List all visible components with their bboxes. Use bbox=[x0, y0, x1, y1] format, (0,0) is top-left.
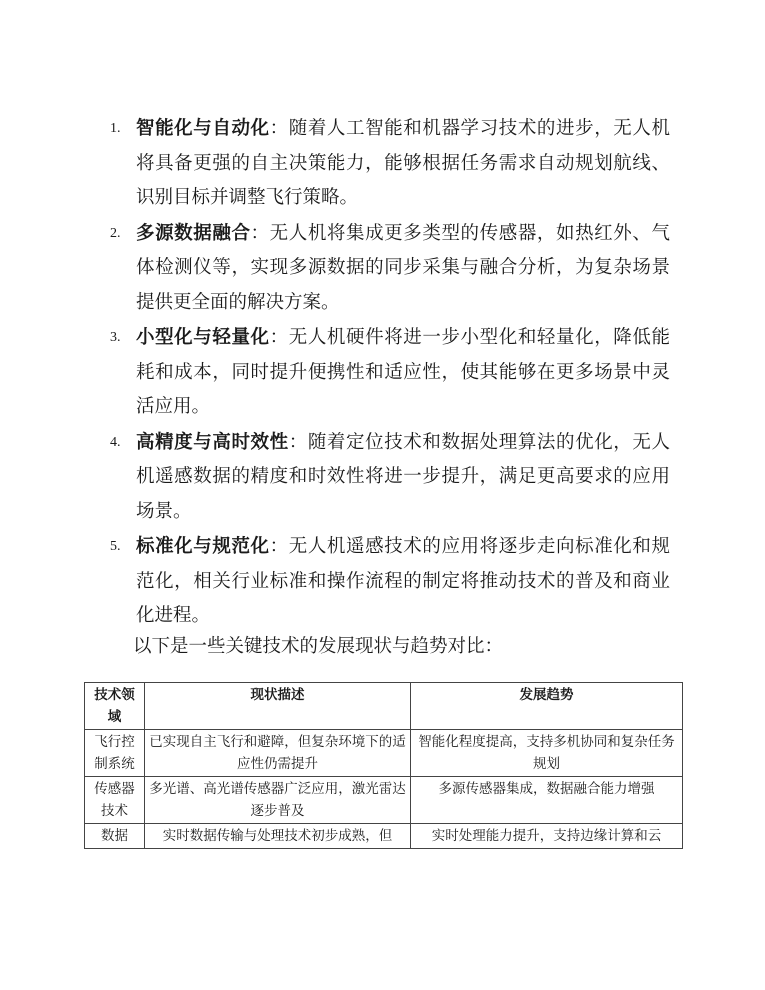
list-term: 智能化与自动化 bbox=[136, 118, 270, 139]
list-number: 5. bbox=[110, 539, 121, 554]
table-header-row bbox=[85, 683, 683, 730]
list-separator: ： bbox=[269, 536, 289, 557]
table-cell: 飞行控制系统 bbox=[85, 730, 145, 777]
table-row bbox=[85, 824, 683, 849]
column-header-status: 现状描述 bbox=[145, 683, 411, 730]
table-cell: 已实现自主飞行和避障，但复杂环境下的适应性仍需提升 bbox=[145, 730, 411, 777]
list-item bbox=[110, 426, 670, 530]
table-cell: 智能化程度提高，支持多机协同和复杂任务规划 bbox=[411, 730, 683, 777]
list-item bbox=[110, 530, 670, 634]
list-term: 高精度与高时效性 bbox=[136, 431, 289, 453]
list-item bbox=[110, 112, 670, 216]
table-row bbox=[85, 730, 683, 777]
list-term: 小型化与轻量化 bbox=[136, 327, 270, 348]
list-number: 3. bbox=[110, 330, 121, 345]
table-cell: 实时数据传输与处理技术初步成熟，但 bbox=[145, 824, 411, 849]
list-number: 4. bbox=[110, 434, 121, 450]
list-text: 随着定位技术和数据处理算法的优化，无人机遥感数据的精度和时效性将进一步提升，满足更高要求的应用场景。 bbox=[136, 431, 670, 522]
column-header-trend: 发展趋势 bbox=[411, 683, 683, 730]
list-text: 无人机遥感技术的应用将逐步走向标准化和规范化，相关行业标准和操作流程的制定将推动技术的普及和商业化进程。 bbox=[136, 536, 670, 626]
table-cell: 实时处理能力提升，支持边缘计算和云 bbox=[411, 824, 683, 849]
list-term: 标准化与规范化 bbox=[136, 536, 270, 557]
list-separator: ： bbox=[269, 327, 289, 348]
column-header-field: 技术领域 bbox=[85, 683, 145, 730]
list-separator: ： bbox=[288, 431, 308, 453]
list-separator: ： bbox=[269, 118, 289, 139]
list-number: 1. bbox=[110, 121, 121, 136]
list-text: 随着人工智能和机器学习技术的进步，无人机将具备更强的自主决策能力，能够根据任务需求自动规划航线、识别目标并调整飞行策略。 bbox=[136, 118, 670, 208]
list-term: 多源数据融合 bbox=[136, 222, 251, 244]
table-intro-paragraph: 以下是一些关键技术的发展现状与趋势对比： bbox=[133, 636, 504, 657]
list-item bbox=[110, 217, 670, 321]
list-number: 2. bbox=[110, 225, 121, 241]
list-text: 无人机将集成更多类型的传感器，如热红外、气体检测仪等，实现多源数据的同步采集与融合分析，为复杂场景提供更全面的解决方案。 bbox=[136, 222, 670, 313]
list-separator: ： bbox=[250, 222, 270, 244]
table-cell: 数据 bbox=[85, 824, 145, 849]
table-row bbox=[85, 777, 683, 824]
table-cell: 传感器技术 bbox=[85, 777, 145, 824]
trend-list bbox=[110, 112, 670, 635]
table-cell: 多源传感器集成，数据融合能力增强 bbox=[411, 777, 683, 824]
list-text: 无人机硬件将进一步小型化和轻量化，降低能耗和成本，同时提升便携性和适应性，使其能够在更多场景中灵活应用。 bbox=[136, 327, 670, 417]
list-item bbox=[110, 321, 670, 425]
table-cell: 多光谱、高光谱传感器广泛应用，激光雷达逐步普及 bbox=[145, 777, 411, 824]
comparison-table bbox=[84, 682, 683, 849]
